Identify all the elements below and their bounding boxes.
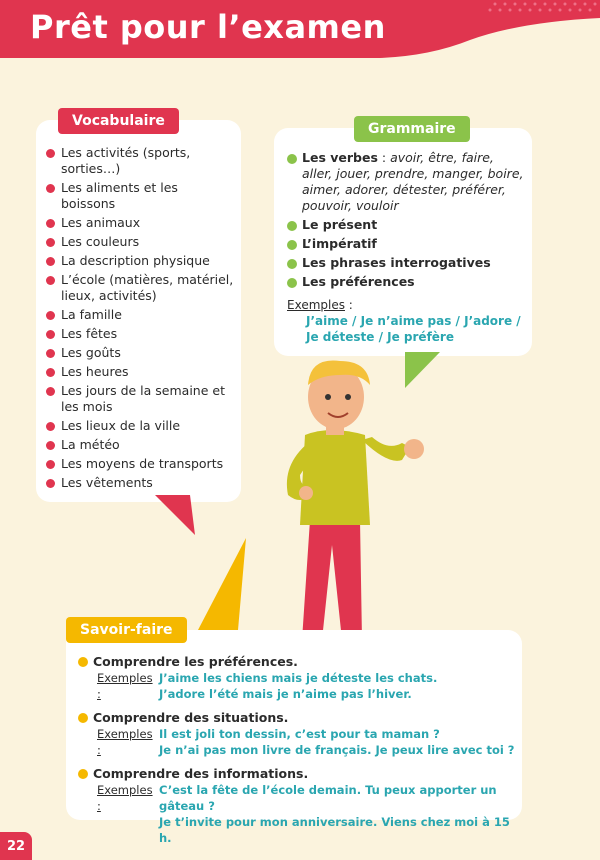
list-item: Les jours de la semaine et les mois — [46, 383, 234, 415]
list-item: Les heures — [46, 364, 234, 380]
list-item: L’impératif — [287, 236, 527, 252]
list-item: Les aliments et les boissons — [46, 180, 234, 212]
exemple-line: Je n’ai pas mon livre de français. Je peux lire avec toi ? — [159, 743, 515, 757]
list-item: Les phrases interrogatives — [287, 255, 527, 271]
savoir-faire-tag: Savoir-faire — [66, 617, 187, 643]
exemples-label: Exemples : — [97, 783, 153, 813]
list-item: La météo — [46, 437, 234, 453]
grammaire-tag: Grammaire — [354, 116, 470, 142]
savoir-faire-bubble-tail — [190, 538, 250, 633]
grammaire-list — [287, 150, 527, 293]
list-item: Les activités (sports, sorties…) — [46, 145, 234, 177]
list-item: La description physique — [46, 253, 234, 269]
list-item: Le présent — [287, 217, 527, 233]
exemples-label: Exemples : — [97, 671, 153, 701]
exemples-label: Exemples — [287, 298, 345, 312]
list-item: Les goûts — [46, 345, 234, 361]
page-number: 22 — [0, 832, 32, 860]
exemples-label: Exemples : — [97, 727, 153, 757]
list-item — [78, 766, 518, 846]
verbes-list: avoir, être, faire, aller, jouer, prendre, manger, boire, aimer, adorer, détester, préférer, pouvoir, vouloir — [302, 150, 524, 213]
exemple-line: C’est la fête de l’école demain. Tu peux apporter un gâteau ? — [159, 783, 497, 813]
grammaire-exemple-line-2: Je déteste / Je préfère — [306, 330, 454, 344]
list-item: Les vêtements — [46, 475, 234, 491]
savoir-faire-list — [78, 654, 518, 854]
list-item: Les moyens de transports — [46, 456, 234, 472]
verbes-label: Les verbes — [302, 150, 378, 165]
header-banner — [0, 0, 600, 62]
vocabulaire-bubble-tail — [150, 495, 200, 540]
exemple-line: J’adore l’été mais je n’aime pas l’hiver. — [159, 687, 412, 701]
list-item: Les préférences — [287, 274, 527, 290]
grammaire-exemples: Exemples : — [287, 298, 353, 312]
exemple-line: Je t’invite pour mon anniversaire. Viens chez moi à 15 h. — [159, 815, 510, 845]
list-item — [78, 654, 518, 702]
page-title: Prêt pour l’examen — [30, 8, 386, 46]
exemple-line: Il est joli ton dessin, c’est pour ta maman ? — [159, 727, 440, 741]
list-item: Les couleurs — [46, 234, 234, 250]
list-item-verbes: Les verbes : avoir, être, faire, aller, jouer, prendre, manger, boire, aimer, adorer, détester, préférer, pouvoir, vouloir — [287, 150, 527, 214]
list-item: Les fêtes — [46, 326, 234, 342]
list-item: Les lieux de la ville — [46, 418, 234, 434]
vocabulaire-list — [46, 145, 234, 494]
exemple-line: J’aime les chiens mais je déteste les chats. — [159, 671, 438, 685]
grammaire-exemple-line-1: J’aime / Je n’aime pas / J’adore / — [306, 314, 521, 328]
list-item: Les animaux — [46, 215, 234, 231]
savoir-faire-title: Comprendre les préférences. — [93, 654, 298, 669]
list-item: La famille — [46, 307, 234, 323]
vocabulaire-tag: Vocabulaire — [58, 108, 179, 134]
savoir-faire-title: Comprendre des situations. — [93, 710, 289, 725]
boy-illustration — [270, 355, 440, 655]
list-item — [78, 710, 518, 758]
list-item: L’école (matières, matériel, lieux, activités) — [46, 272, 234, 304]
savoir-faire-title: Comprendre des informations. — [93, 766, 309, 781]
